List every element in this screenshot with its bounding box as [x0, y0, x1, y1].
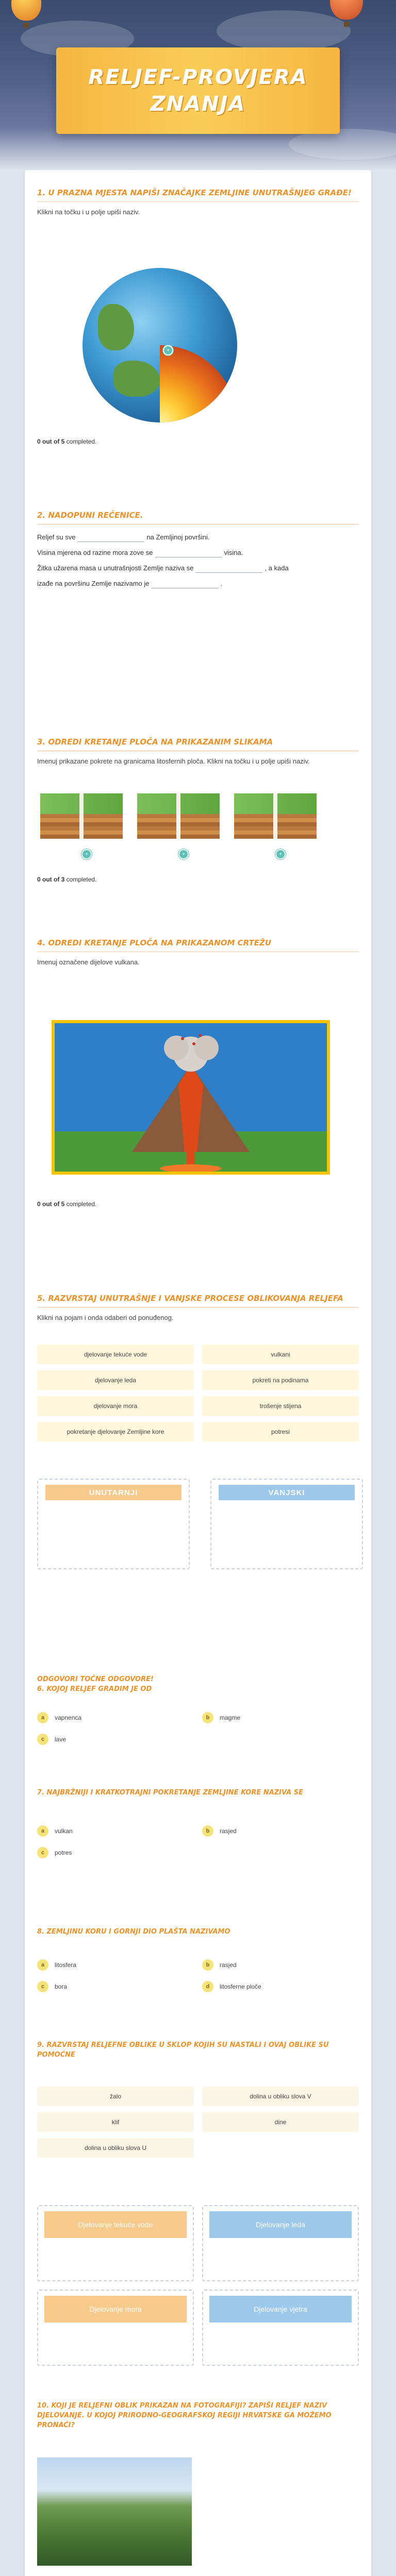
answer-option[interactable] — [37, 1979, 194, 1994]
option-text: vapnenca — [55, 1714, 82, 1721]
title-line-2: ZNANJA — [150, 92, 246, 116]
sort-term-chip[interactable]: trošenje stijena — [202, 1396, 359, 1416]
plate-images-row — [40, 793, 317, 839]
sentence-text: , a kada — [265, 564, 289, 572]
answer-option[interactable] — [202, 1710, 359, 1725]
earth-core-cutaway — [160, 345, 237, 422]
sort-term-chip[interactable]: djelovanje tekuće vode — [37, 1345, 194, 1364]
sort-terms — [37, 1345, 359, 1442]
landscape-photo — [37, 2458, 192, 2566]
blank-input[interactable] — [77, 534, 144, 542]
label-drop-point[interactable]: + — [178, 849, 189, 859]
sentence-text: izađe na površinu Zemlje nazivamo je — [37, 580, 150, 587]
q3-progress — [37, 876, 359, 883]
question-title: 1. U PRAZNA MJESTA NAPIŠI ZNAČAJKE ZEMLJINE UNUTRAŠNJEG GRAĐE! — [37, 188, 359, 202]
earth-cross-section-image — [82, 268, 237, 422]
category-label: Djelovanje tekuće vode — [44, 2211, 187, 2238]
progress-count: 0 out of 3 — [37, 876, 65, 883]
question-title: 10. KOJI JE RELJEFNI OBLIK PRIKAZAN NA FOTOGRAFIJI? ZAPIŠI RELJEF NAZIV DJELOVANJE. U KOJOJ PRIRODNO-GEOGRAFSKOJ REGIJI HRVATSKE GA MOŽEMO PRONAĆI? — [37, 2402, 332, 2429]
sentence-text: visina. — [224, 549, 243, 556]
option-letter: c — [37, 1981, 48, 1992]
question-title: 5. RAZVRSTAJ UNUTRAŠNJE I VANJSKE PROCESE OBLIKOVANJA RELJEFA — [37, 1293, 359, 1308]
sort-term-chip[interactable]: djelovanje leda — [37, 1370, 194, 1390]
worksheet-card — [25, 170, 371, 2576]
question-3 — [37, 737, 359, 766]
sentence-text: Žitka užarena masa u unutrašnjosti Zemlje naziva se — [37, 564, 194, 572]
bin-label: VANJSKI — [219, 1485, 355, 1500]
sort-term-chip[interactable]: potresi — [202, 1422, 359, 1442]
question-10 — [37, 2401, 359, 2430]
volcano-diagram-image — [52, 1020, 330, 1175]
sentence-text: Reljef su sve — [37, 533, 76, 541]
question-9 — [37, 2040, 359, 2060]
progress-count: 0 out of 5 — [37, 438, 65, 445]
title-banner — [56, 47, 340, 134]
option-letter: b — [202, 1959, 213, 1971]
label-drop-point[interactable]: + — [81, 849, 92, 859]
plate-diagram-2 — [137, 793, 220, 839]
option-text: bora — [55, 1983, 68, 1990]
answer-option[interactable] — [202, 1958, 359, 1972]
sentence-4 — [37, 576, 359, 591]
answer-option[interactable] — [202, 1979, 359, 1994]
question-1 — [37, 188, 359, 217]
sort-term-chip[interactable]: pokretanje djelovanje Zemljine kore — [37, 1422, 194, 1442]
hot-air-balloon-icon — [11, 0, 41, 21]
sentence-text: na Zemljinoj površini. — [146, 533, 210, 541]
question-2 — [37, 510, 359, 591]
category-label: Djelovanje mora — [44, 2296, 187, 2323]
question-6 — [37, 1674, 359, 1694]
sort-term-chip[interactable]: dolina u obliku slova U — [37, 2138, 194, 2158]
sort-term-chip[interactable]: dine — [202, 2112, 359, 2132]
cloud — [217, 10, 351, 52]
answer-option[interactable] — [37, 1824, 194, 1838]
sort-bins — [37, 1479, 363, 1569]
volcano-drawing — [55, 1023, 327, 1172]
category-label: Djelovanje leda — [209, 2211, 352, 2238]
blank-input[interactable] — [195, 565, 262, 573]
q9-categories — [37, 2205, 359, 2366]
option-letter: a — [37, 1825, 48, 1837]
sentence-1 — [37, 530, 359, 545]
sort-term-chip[interactable]: pokreti na podinama — [202, 1370, 359, 1390]
option-letter: a — [37, 1959, 48, 1971]
progress-count: 0 out of 5 — [37, 1200, 65, 1208]
plate-diagram-3 — [234, 793, 317, 839]
sort-term-chip[interactable]: žalo — [37, 2087, 194, 2106]
q1-progress — [37, 438, 359, 445]
option-letter: b — [202, 1825, 213, 1837]
title-line-1: RELJEF-PROVJERA — [88, 65, 308, 89]
option-letter: c — [37, 1734, 48, 1745]
bin-external[interactable] — [210, 1479, 363, 1569]
answer-option[interactable] — [37, 1710, 194, 1725]
category-drop-zone[interactable] — [37, 2290, 194, 2366]
option-text: magme — [220, 1714, 241, 1721]
option-text: rasjed — [220, 1961, 237, 1969]
category-label: Djelovanje vjetra — [209, 2296, 352, 2323]
answer-option[interactable] — [202, 1824, 359, 1838]
sentence-text: . — [220, 580, 223, 587]
question-5 — [37, 1293, 359, 1323]
question-8 — [37, 1927, 359, 1937]
question-title: 9. RAZVRSTAJ RELJEFNE OBLIKE U SKLOP KOJIH SU NASTALI I OVAJ OBLIKE SU POMOĆNE — [37, 2041, 329, 2059]
question-title: 6. KOJOJ RELJEF GRADIM JE OD — [37, 1685, 152, 1693]
answer-option[interactable] — [37, 1845, 194, 1860]
continent-shape — [113, 361, 160, 397]
q4-progress — [37, 1200, 359, 1208]
answer-option[interactable] — [37, 1732, 194, 1747]
q9-terms — [37, 2087, 359, 2158]
hero-header — [0, 0, 396, 170]
q6-options — [37, 1710, 359, 1747]
option-text: litosfera — [55, 1961, 77, 1969]
option-letter: b — [202, 1712, 213, 1723]
option-text: lave — [55, 1736, 67, 1743]
question-title: 8. ZEMLJINU KORU I GORNJI DIO PLAŠTA NAZIVAMO — [37, 1928, 230, 1936]
question-title: 2. NADOPUNI REČENICE. — [37, 510, 359, 524]
q8-options — [37, 1958, 359, 1994]
sort-term-chip[interactable]: klif — [37, 2112, 194, 2132]
question-title: 4. ODREDI KRETANJE PLOČA NA PRIKAZANOM CRTEŽU — [37, 938, 359, 952]
question-instruction: Klikni na točku i u polje upiši naziv. — [37, 208, 140, 216]
option-text: potres — [55, 1849, 72, 1856]
option-letter: a — [37, 1712, 48, 1723]
option-text: vulkan — [55, 1827, 73, 1835]
sentence-2 — [37, 545, 359, 561]
option-letter: c — [37, 1847, 48, 1858]
page-title — [88, 64, 307, 117]
question-instruction: Imenuj označene dijelove vulkana. — [37, 958, 140, 966]
question-instruction: Imenuj prikazane pokrete na granicama litosfernih ploča. Klikni na točku i u polje upiši naziv. — [37, 757, 310, 765]
question-instruction: Klikni na pojam i onda odaberi od ponuđenog. — [37, 1314, 174, 1321]
progress-suffix: completed. — [64, 1200, 97, 1208]
sentence-3 — [37, 561, 359, 576]
continent-shape — [98, 304, 134, 350]
blank-input[interactable] — [155, 549, 222, 557]
hot-air-balloon-icon — [330, 0, 363, 20]
question-7 — [37, 1788, 359, 1798]
progress-suffix: completed. — [64, 876, 97, 883]
sort-term-chip[interactable]: djelovanje mora — [37, 1396, 194, 1416]
answer-option[interactable] — [37, 1958, 194, 1972]
bin-label: UNUTARNJI — [45, 1485, 182, 1500]
question-title: 3. ODREDI KRETANJE PLOČA NA PRIKAZANIM SLIKAMA — [37, 737, 359, 751]
question-title: 7. NAJBRŽNIJI I KRATKOTRAJNI POKRETANJE ZEMLJINE KORE NAZIVA SE — [37, 1789, 303, 1797]
progress-suffix: completed. — [64, 438, 97, 445]
label-drop-point[interactable]: + — [163, 345, 173, 355]
q7-options — [37, 1824, 359, 1860]
option-text: rasjed — [220, 1827, 237, 1835]
category-drop-zone[interactable] — [202, 2205, 359, 2281]
bin-internal[interactable] — [37, 1479, 190, 1569]
label-drop-point[interactable]: + — [275, 849, 286, 859]
sentence-text: Visina mjerena od razine mora zove se — [37, 549, 153, 556]
sort-term-chip[interactable]: vulkani — [202, 1345, 359, 1364]
option-letter: d — [202, 1981, 213, 1992]
category-drop-zone[interactable] — [202, 2290, 359, 2366]
plate-diagram-1 — [40, 793, 123, 839]
option-text: litosferne ploče — [220, 1983, 261, 1990]
section-title: ODGOVORI TOČNE ODGOVORE! — [37, 1675, 154, 1683]
category-drop-zone[interactable] — [37, 2205, 194, 2281]
blank-input[interactable] — [152, 580, 219, 588]
sort-term-chip[interactable]: dolina u obliku slova V — [202, 2087, 359, 2106]
question-4 — [37, 938, 359, 967]
